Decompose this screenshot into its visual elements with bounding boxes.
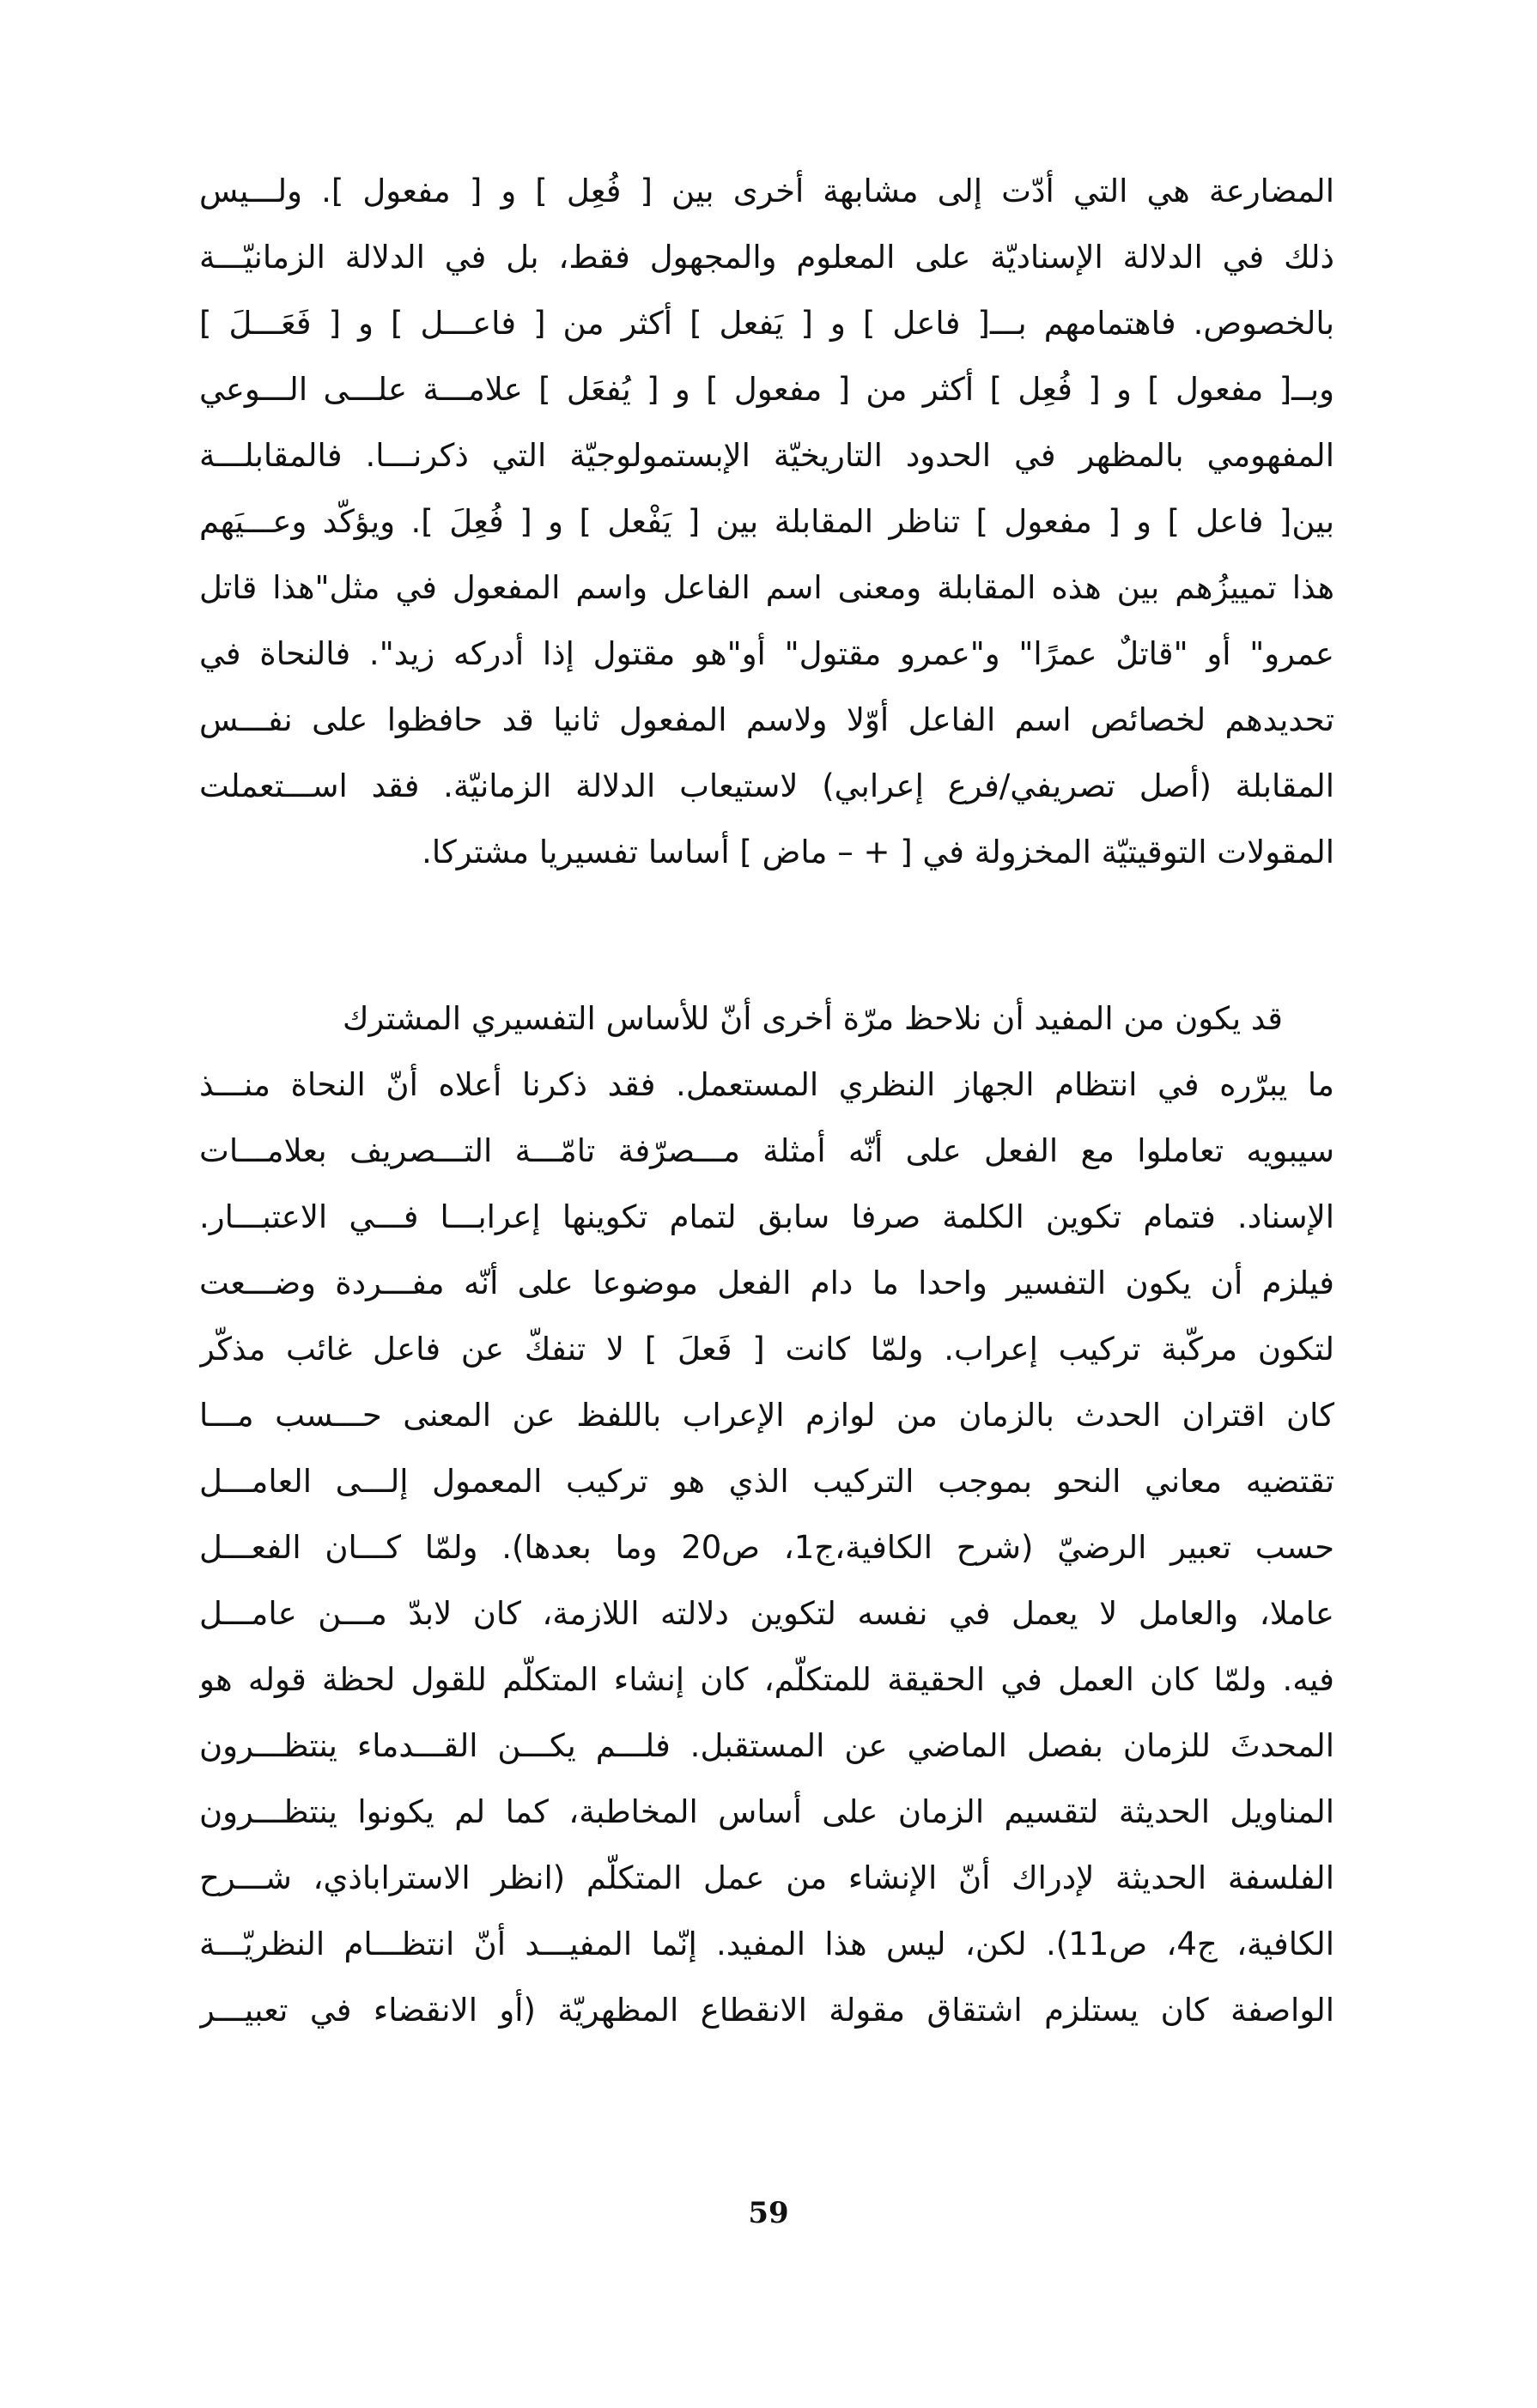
- paragraph-1: [199, 158, 1334, 885]
- text-line: حسب تعبير الرضيّ (شرح الكافية،ج1، ص20 وما بعدها). ولمّا كـــان الفعـــل: [199, 1529, 1334, 1566]
- text-line: تحديدهم لخصائص اسم الفاعل أوّلا ولاسم المفعول ثانيا قد حافظوا على نفـــس: [199, 701, 1334, 738]
- text-line: سيبويه تعاملوا مع الفعل على أنّه أمثلة مـــصرّفة تامّـــة التـــصريف بعلامـــات: [199, 1132, 1334, 1169]
- page-number: 59: [748, 2196, 789, 2230]
- text-line: المقولات التوقيتيّة المخزولة في [ + – ماض ] أساسا تفسيريا مشتركا.: [422, 834, 1334, 870]
- text-line: الفلسفة الحديثة لإدراك أنّ الإنشاء من عمل المتكلّم (انظر الاستراباذي، شـــرح: [199, 1859, 1334, 1896]
- text-line: ذلك في الدلالة الإسناديّة على المعلوم والمجهول فقط، بل في الدلالة الزمانيّـــة: [199, 239, 1334, 276]
- text-line: قد يكون من المفيد أن نلاحظ مرّة أخرى أنّ للأساس التفسيري المشترك: [343, 1000, 1283, 1037]
- text-line: المضارعة هي التي أدّت إلى مشابهة أخرى بين [ فُعِل ] و [ مفعول ]. ولـــيس: [199, 173, 1334, 209]
- paragraph-2: [199, 986, 1334, 2043]
- text-line: المفهومي بالمظهر في الحدود التاريخيّة الإبستمولوجيّة التي ذكرنـــا. فالمقابلـــة: [199, 437, 1334, 474]
- text-line: بالخصوص. فاهتمامهم بـــ[ فاعل ] و [ يَفعل ] أكثر من [ فاعـــل ] و [ فَعَـــلَ ]: [199, 305, 1334, 342]
- text-line: تقتضيه معاني النحو بموجب التركيب الذي هو تركيب المعمول إلـــى العامـــل: [199, 1463, 1334, 1500]
- text-line: هذا تمييزُهم بين هذه المقابلة ومعنى اسم الفاعل واسم المفعول في مثل"هذا قاتل: [199, 569, 1334, 606]
- text-line: المقابلة (أصل تصريفي/فرع إعرابي) لاستيعاب الدلالة الزمانيّة. فقد اســـتعملت: [199, 767, 1334, 804]
- text-line: بين[ فاعل ] و [ مفعول ] تناظر المقابلة بين [ يَفْعل ] و [ فُعِلَ ]. ويؤكّد وعـــيَهم: [199, 503, 1334, 540]
- text-line: فيلزم أن يكون التفسير واحدا ما دام الفعل موضوعا على أنّه مفـــردة وضـــعت: [199, 1265, 1334, 1301]
- text-line: عمرو" أو "قاتلٌ عمرًا" و"عمرو مقتول" أو"هو مقتول إذا أدركه زيد". فالنحاة في: [199, 635, 1334, 672]
- text-line: وبــ[ مفعول ] و [ فُعِل ] أكثر من [ مفعول ] و [ يُفعَل ] علامـــة علـــى الـــوعي: [199, 371, 1334, 408]
- text-line: الإسناد. فتمام تكوين الكلمة صرفا سابق لتمام تكوينها إعرابـــا فـــي الاعتبـــار.: [199, 1198, 1334, 1235]
- text-line: فيه. ولمّا كان العمل في الحقيقة للمتكلّم، كان إنشاء المتكلّم للقول لحظة قوله هو: [199, 1661, 1334, 1698]
- text-line: عاملا، والعامل لا يعمل في نفسه لتكوين دلالته اللازمة، كان لابدّ مـــن عامـــل: [199, 1595, 1334, 1632]
- text-line: المناويل الحديثة لتقسيم الزمان على أساس المخاطبة، كما لم يكونوا ينتظـــرون: [199, 1793, 1334, 1830]
- text-line: الكافية، ج4، ص11). لكن، ليس هذا المفيد. إنّما المفيـــد أنّ انتظـــام النظريّـــة: [199, 1926, 1334, 1962]
- text-line: لتكون مركّبة تركيب إعراب. ولمّا كانت [ فَعلَ ] لا تنفكّ عن فاعل غائب مذكّر: [199, 1331, 1334, 1368]
- text-line: الواصفة كان يستلزم اشتقاق مقولة الانقطاع المظهريّة (أو الانقضاء في تعبيـــر: [199, 1992, 1334, 2029]
- text-line: ما يبرّره في انتظام الجهاز النظري المستعمل. فقد ذكرنا أعلاه أنّ النحاة منـــذ: [199, 1066, 1334, 1103]
- text-line: المحدثَ للزمان بفصل الماضي عن المستقبل. فلـــم يكـــن القـــدماء ينتظـــرون: [199, 1727, 1334, 1764]
- text-line: كان اقتران الحدث بالزمان من لوازم الإعراب باللفظ عن المعنى حـــسب مـــا: [199, 1397, 1334, 1434]
